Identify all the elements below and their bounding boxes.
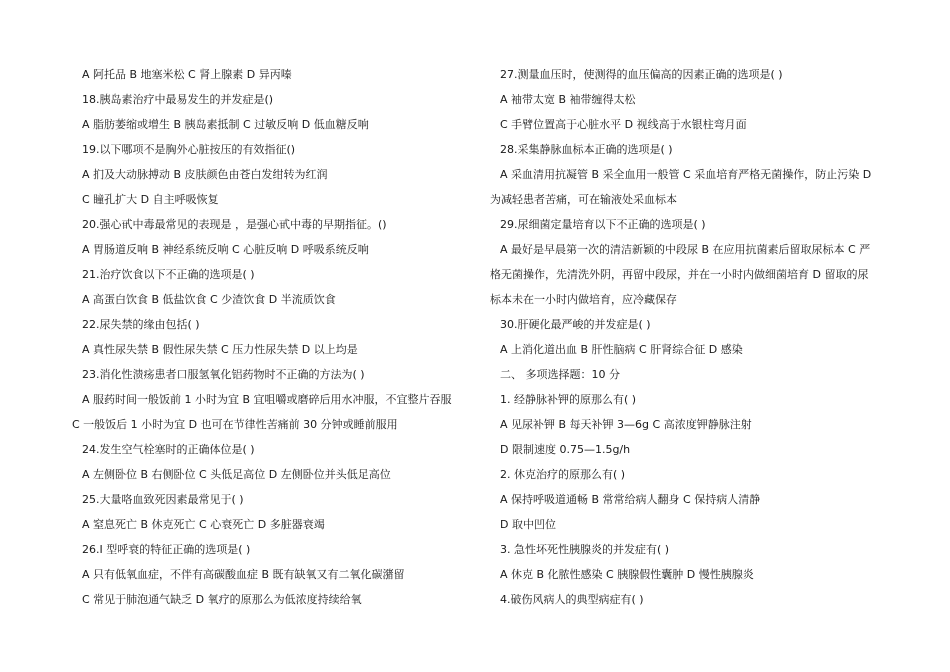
text-line: 28.采集静脉血标本正确的选项是( ) [500, 143, 673, 156]
text-line: 27.测量血压时，使测得的血压偏高的因素正确的选项是( ) [500, 68, 783, 81]
text-line: A 窒息死亡 B 休克死亡 C 心衰死亡 D 多脏器衰竭 [82, 518, 325, 531]
text-line: A 上消化道出血 B 肝性脑病 C 肝肾综合征 D 感染 [500, 343, 743, 356]
text-line: 26.I 型呼衰的特征正确的选项是( ) [82, 543, 251, 556]
text-line: A 休克 B 化脓性感染 C 胰腺假性囊肿 D 慢性胰腺炎 [500, 568, 754, 581]
text-line: C 常见于肺泡通气缺乏 D 氧疗的原那么为低浓度持续给氧 [82, 593, 362, 606]
text-line: A 脂肪萎缩或增生 B 胰岛素抵制 C 过敏反响 D 低血糖反响 [82, 118, 369, 131]
text-line: A 见尿补钾 B 每天补钾 3—6g C 高浓度钾静脉注射 [500, 418, 752, 431]
text-line: C 一般饭后 1 小时为宜 D 也可在节律性苦痛前 30 分钟或睡前服用 [72, 418, 398, 431]
text-line: 18.胰岛素治疗中最易发生的并发症是() [82, 93, 274, 106]
text-line: A 保持呼吸道通畅 B 常常给病人翻身 C 保持病人清静 [500, 493, 761, 506]
text-line: 19.以下哪项不是胸外心脏按压的有效指征() [82, 143, 296, 156]
text-line: 4.破伤风病人的典型病症有( ) [500, 593, 644, 606]
text-line: C 手臂位置高于心脏水平 D 视线高于水银柱弯月面 [500, 118, 747, 131]
text-line: A 胃肠道反响 B 神经系统反响 C 心脏反响 D 呼吸系统反响 [82, 243, 369, 256]
text-line: 30.肝硬化最严峻的并发症是( ) [500, 318, 651, 331]
text-line: A 扪及大动脉搏动 B 皮肤颜色由苍白发绀转为红润 [82, 168, 328, 181]
text-line: D 限制速度 0.75—1.5g/h [500, 443, 631, 456]
text-line: 2. 休克治疗的原那么有( ) [500, 468, 626, 481]
text-line: 21.治疗饮食以下不正确的选项是( ) [82, 268, 255, 281]
text-line: A 只有低氧血症，不伴有高碳酸血症 B 既有缺氧又有二氧化碳潴留 [82, 568, 405, 581]
text-line: 格无菌操作，先清洗外阴，再留中段尿，并在一小时内做细菌培育 D 留取的尿 [490, 268, 869, 281]
text-line: A 袖带太宽 B 袖带缠得太松 [500, 93, 636, 106]
text-line: A 真性尿失禁 B 假性尿失禁 C 压力性尿失禁 D 以上均是 [82, 343, 358, 356]
text-line: 23.消化性溃疡患者口服氢氧化铝药物时不正确的方法为( ) [82, 368, 365, 381]
text-line: 20.强心甙中毒最常见的表现是 ，是强心甙中毒的早期指征。() [82, 218, 387, 231]
text-line: A 服药时间一般饭前 1 小时为宜 B 宜咀嚼或磨碎后用水冲服，不宜整片吞服 [82, 393, 452, 406]
text-line: A 采血清用抗凝管 B 采全血用一般管 C 采血培育严格无菌操作，防止污染 D [500, 168, 872, 181]
text-line: A 高蛋白饮食 B 低盐饮食 C 少渣饮食 D 半流质饮食 [82, 293, 336, 306]
text-line: A 阿托品 B 地塞米松 C 肾上腺素 D 异丙嗪 [82, 68, 292, 81]
text-line: A 左侧卧位 B 右侧卧位 C 头低足高位 D 左侧卧位并头低足高位 [82, 468, 391, 481]
text-line: 29.尿细菌定量培育以下不正确的选项是( ) [500, 218, 706, 231]
text-line: 24.发生空气栓塞时的正确体位是( ) [82, 443, 255, 456]
text-line: 二、 多项选择题：10 分 [500, 368, 620, 381]
left-column [72, 62, 477, 612]
text-line: 1. 经静脉补钾的原那么有( ) [500, 393, 637, 406]
text-line: 3. 急性坏死性胰腺炎的并发症有( ) [500, 543, 670, 556]
text-line: A 最好是早晨第一次的清洁新颖的中段尿 B 在应用抗菌素后留取尿标本 C 严 [500, 243, 871, 256]
right-column [490, 62, 880, 612]
text-line: 为减轻患者苦痛，可在输液处采血标本 [490, 193, 677, 206]
text-line: 25.大量咯血致死因素最常见于( ) [82, 493, 244, 506]
text-line: 22.尿失禁的缘由包括( ) [82, 318, 200, 331]
text-line: C 瞳孔扩大 D 自主呼吸恢复 [82, 193, 219, 206]
text-line: 标本未在一小时内做培育，应冷藏保存 [490, 293, 677, 306]
text-line: D 取中凹位 [500, 518, 556, 531]
